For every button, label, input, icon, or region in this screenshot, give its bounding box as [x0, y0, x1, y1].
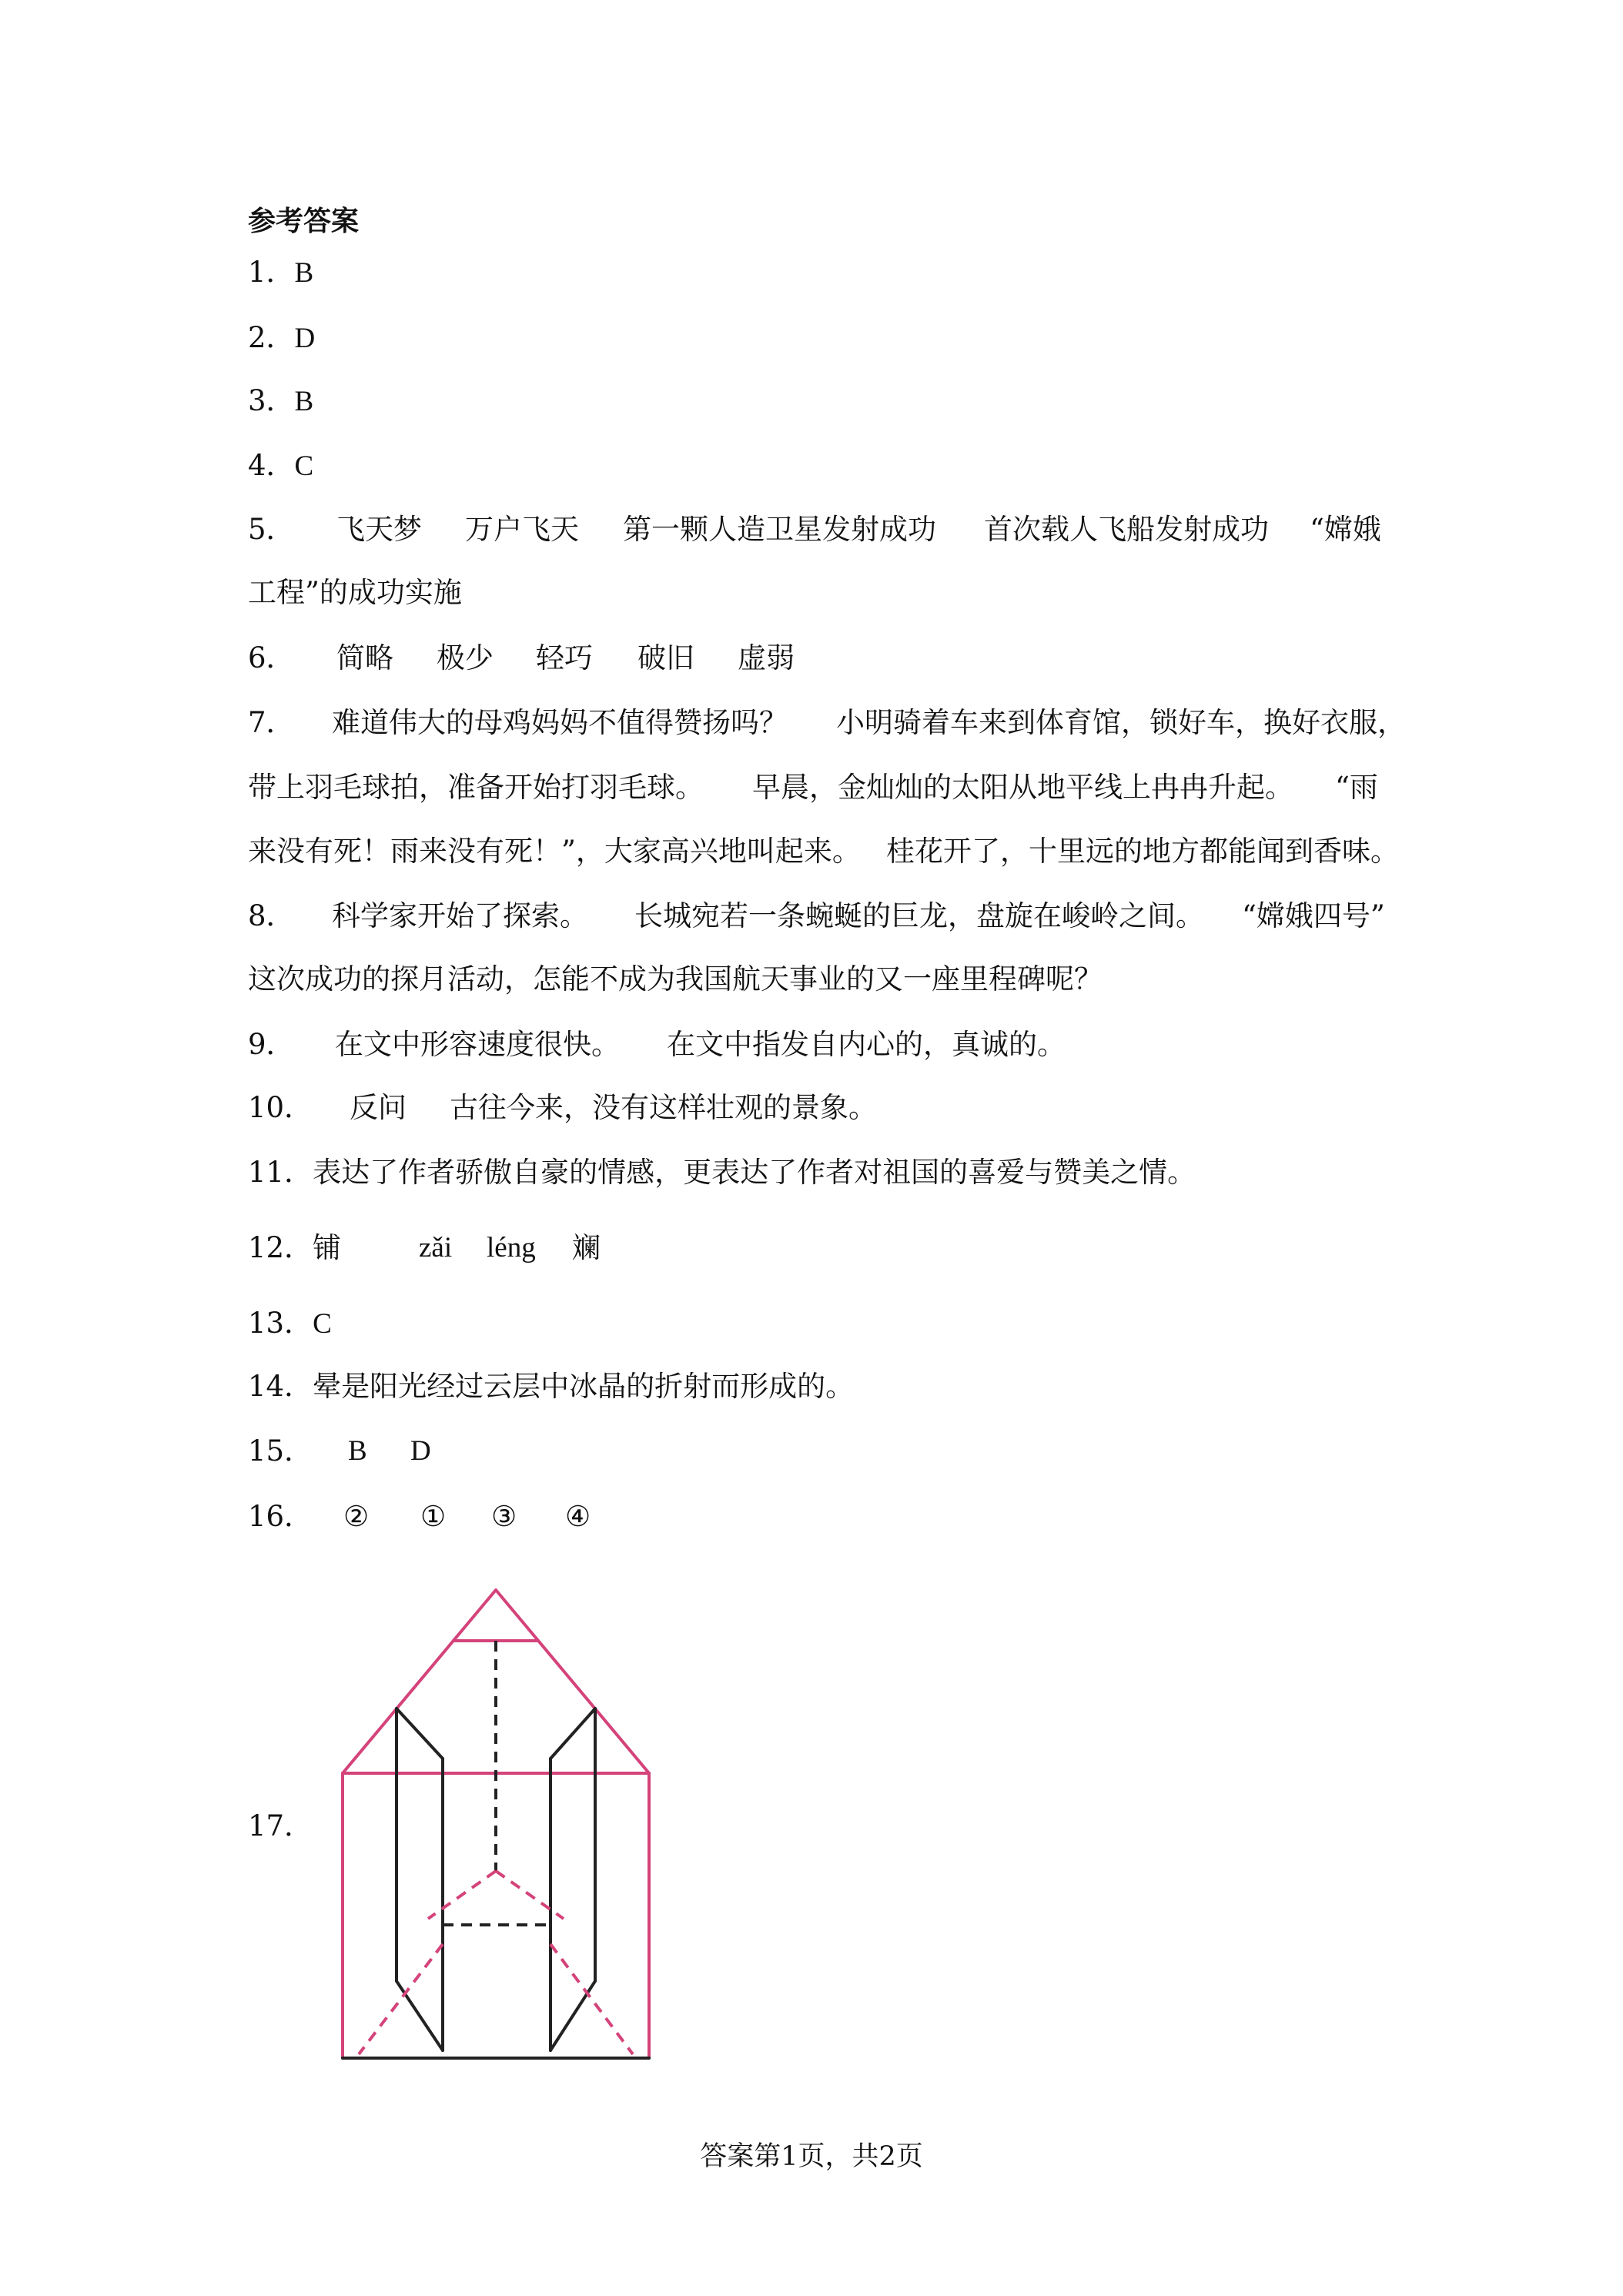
dashed-v-right: [496, 1871, 564, 1919]
answer-8-item-2: 长城宛若一条蜿蜒的巨龙，盘旋在峻岭之间。: [634, 899, 1204, 932]
answer-8-item-3: “嫦娥四号”: [1242, 899, 1385, 932]
answer-7-line-3: [0, 832, 1623, 871]
answer-10-item-2: 古往今来，没有这样壮观的景象。: [450, 1091, 877, 1124]
answer-7-item-3: 早晨，金灿灿的太阳从地平线上冉冉升起。: [752, 771, 1293, 804]
answer-7-item-1: 难道伟大的母鸡妈妈不值得赞扬吗？: [332, 706, 788, 739]
answer-6-item-1: 简略: [336, 641, 393, 674]
page-title: 参考答案: [248, 205, 360, 237]
answer-16-item-2: ①: [420, 1500, 447, 1533]
answer-2-text: D: [294, 323, 316, 354]
answer-7-item-2: 小明骑着车来到体育馆，锁好车，换好衣服，: [836, 706, 1406, 739]
right-top-diagonal: [550, 1709, 595, 1759]
answer-12-item-2: zǎi: [419, 1232, 453, 1263]
dashed-v-left: [428, 1871, 496, 1919]
answer-5-item-4: 首次载人飞船发射成功: [984, 513, 1269, 546]
answer-12-item-4: 斓: [572, 1231, 601, 1264]
answer-14: [0, 1367, 1623, 1406]
answers-heading-row: [0, 202, 1623, 240]
answer-12-item-3: léng: [487, 1232, 536, 1263]
answer-1-number: 1．: [248, 256, 295, 289]
answer-4-text: C: [294, 450, 314, 482]
answer-6: [0, 639, 1623, 678]
answer-3-text: B: [294, 386, 314, 417]
page-footer: 答案第1页，共2页: [700, 2141, 923, 2172]
answer-8-number: 8．: [248, 899, 295, 932]
answer-5-continued: [0, 574, 1623, 612]
hidden-edges-pink: [359, 1871, 633, 2054]
answer-17-number: 17．: [248, 1809, 313, 1842]
answer-4-number: 4．: [248, 449, 295, 482]
answer-7-item-5: 桂花开了，十里远的地方都能闻到香味。: [886, 835, 1399, 868]
answer-5-item-1: 飞天梦: [336, 513, 422, 546]
answer-5-item-5-continued: 工程”的成功实施: [248, 576, 462, 609]
answer-6-item-3: 轻巧: [536, 641, 593, 674]
answer-9-item-2: 在文中指发自内心的，真诚的。: [667, 1028, 1066, 1061]
answer-10-item-1: 反问: [350, 1091, 407, 1124]
answer-7-number: 7．: [248, 706, 295, 739]
answer-2: [0, 319, 1623, 357]
prism-figure: [331, 1578, 662, 2071]
answer-7-line-2: [0, 768, 1623, 807]
answer-5-item-2: 万户飞天: [465, 513, 579, 546]
answer-2-number: 2．: [248, 321, 295, 354]
answer-11-text: 表达了作者骄傲自豪的情感，更表达了作者对祖国的喜爱与赞美之情。: [313, 1156, 1196, 1189]
answer-9: [0, 1026, 1623, 1064]
answer-8: [0, 897, 1623, 935]
answer-5-number: 5．: [248, 513, 295, 546]
answer-7-item-4: “雨: [1335, 771, 1378, 804]
answer-13: [0, 1304, 1623, 1343]
answer-16-number: 16．: [248, 1500, 313, 1533]
answer-12-number: 12．: [248, 1231, 313, 1264]
left-bottom-diagonal: [397, 1981, 443, 2050]
answer-11: [0, 1153, 1623, 1192]
answer-13-text: C: [313, 1308, 332, 1340]
dashed-lower-right: [550, 1944, 633, 2054]
answer-8-line-2: [0, 960, 1623, 999]
answer-7-item-4-continued: 来没有死！雨来没有死！”，大家高兴地叫起来。: [248, 835, 861, 868]
answer-16-item-1: ②: [343, 1500, 370, 1533]
hidden-edges-dark: [443, 1641, 550, 1925]
answer-3: [0, 382, 1623, 420]
answer-6-number: 6．: [248, 641, 295, 674]
answer-8-item-1: 科学家开始了探索。: [332, 899, 588, 932]
answer-1-text: B: [294, 257, 314, 289]
dashed-lower-left: [359, 1944, 443, 2054]
answer-8-item-3-continued: 这次成功的探月活动，怎能不成为我国航天事业的又一座里程碑呢？: [248, 962, 1103, 996]
answer-5: [0, 510, 1623, 549]
answer-1: [0, 253, 1623, 292]
answer-15: [0, 1432, 1623, 1471]
answer-12: [0, 1229, 1623, 1267]
answer-15-item-1: B: [348, 1435, 367, 1467]
answer-16: [0, 1498, 1623, 1536]
right-bottom-diagonal: [550, 1981, 595, 2050]
answer-6-item-4: 破旧: [637, 641, 694, 674]
answer-13-number: 13．: [248, 1307, 313, 1340]
answer-7: [0, 704, 1623, 742]
answer-9-number: 9．: [248, 1028, 295, 1061]
answer-14-number: 14．: [248, 1370, 313, 1403]
answer-7-item-2-continued: 带上羽毛球拍，准备开始打羽毛球。: [248, 771, 704, 804]
answer-6-item-5: 虚弱: [738, 641, 795, 674]
answer-5-item-3: 第一颗人造卫星发射成功: [623, 513, 936, 546]
answer-16-item-3: ③: [491, 1500, 517, 1533]
answer-11-number: 11．: [248, 1156, 313, 1189]
answer-10-number: 10．: [248, 1091, 313, 1124]
answer-14-text: 晕是阳光经过云层中冰晶的折射而形成的。: [313, 1370, 855, 1403]
answer-17: [0, 1807, 1623, 1846]
left-top-diagonal: [397, 1709, 443, 1759]
answer-15-number: 15．: [248, 1434, 313, 1468]
answer-16-item-4: ④: [565, 1500, 591, 1533]
answer-10: [0, 1089, 1623, 1127]
answer-5-item-5: “嫦娥: [1310, 513, 1381, 546]
answer-12-item-1: 铺: [313, 1231, 342, 1264]
answer-9-item-1: 在文中形容速度很快。: [335, 1028, 620, 1061]
answer-4: [0, 447, 1623, 485]
answer-15-item-2: D: [410, 1435, 431, 1467]
answer-3-number: 3．: [248, 384, 295, 417]
answer-6-item-2: 极少: [437, 641, 494, 674]
